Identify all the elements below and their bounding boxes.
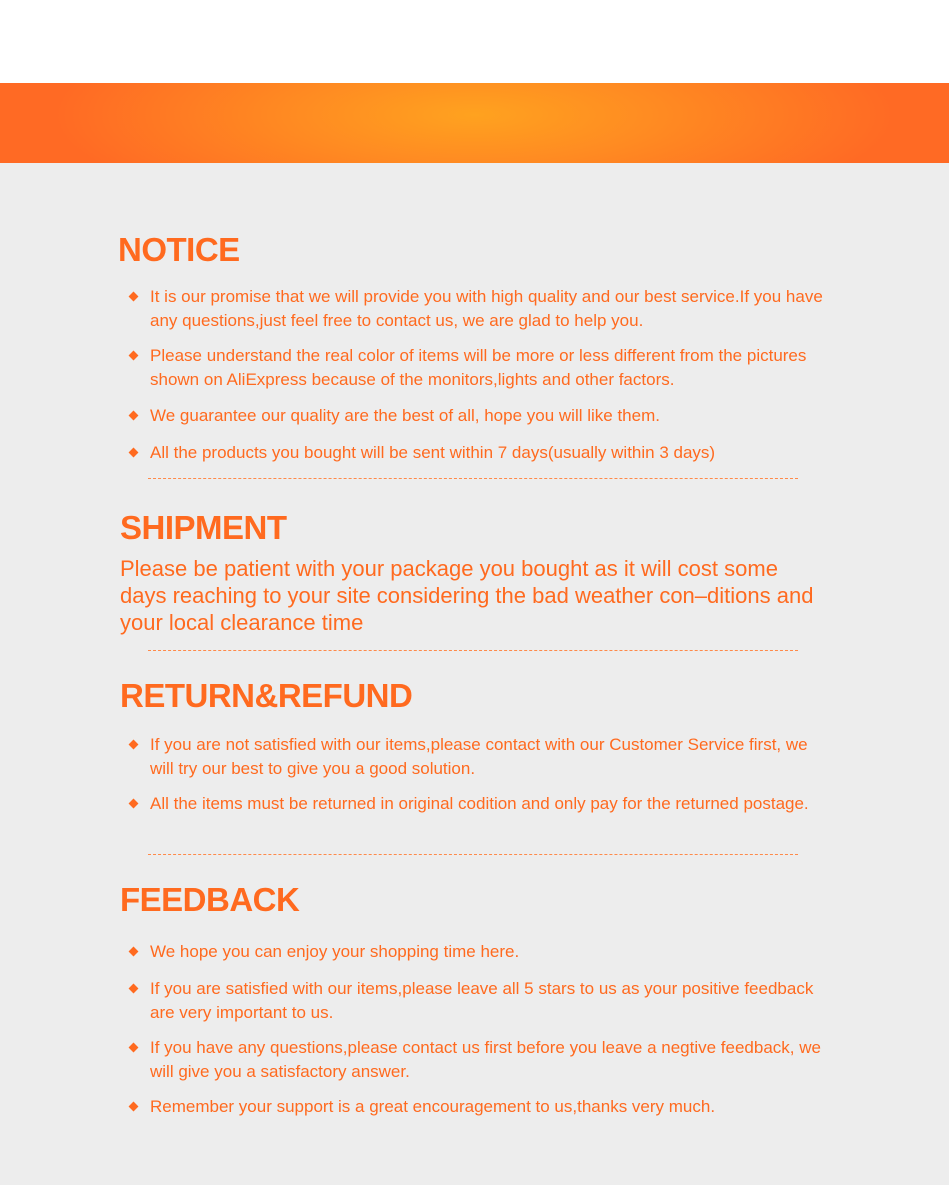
feedback-title: FEEDBACK [120,881,300,918]
diamond-bullet-icon [129,947,139,957]
diamond-bullet-icon [129,292,139,302]
list-item: Remember your support is a great encouragement to us,thanks very much. [128,1095,828,1119]
list-item: If you are satisfied with our items,please leave all 5 stars to us as your positive feedback are very important to us. [128,977,828,1025]
return-refund-list [128,733,828,816]
info-panel [0,163,949,1185]
diamond-bullet-icon [129,1102,139,1112]
shipment-text: Please be patient with your package you bought as it will cost some days reaching to your site considering the bad weather con–ditions and your local clearance time [120,556,814,635]
notice-list [128,285,828,465]
diamond-bullet-icon [129,740,139,750]
section-divider [148,478,798,479]
diamond-bullet-icon [129,411,139,421]
list-item: All the items must be returned in original codition and only pay for the returned postage. [128,792,828,816]
diamond-bullet-icon [129,448,139,458]
list-item: If you are not satisfied with our items,please contact with our Customer Service first, we will try our best to give you a good solution. [128,733,828,781]
diamond-bullet-icon [129,351,139,361]
top-white-space [0,0,949,83]
feedback-list [128,940,828,1119]
notice-title: NOTICE [118,231,240,268]
list-item: Please understand the real color of items will be more or less different from the pictures shown on AliExpress because of the monitors,lights and other factors. [128,344,828,392]
return-refund-title: RETURN&REFUND [120,677,413,714]
list-item: If you have any questions,please contact us first before you leave a negtive feedback, we will give you a satisfactory answer. [128,1036,828,1084]
list-item: We hope you can enjoy your shopping time here. [128,940,828,964]
diamond-bullet-icon [129,984,139,994]
shipment-title: SHIPMENT [120,509,287,546]
diamond-bullet-icon [129,799,139,809]
diamond-bullet-icon [129,1043,139,1053]
section-divider [148,650,798,651]
list-item: It is our promise that we will provide you with high quality and our best service.If you have any questions,just feel free to contact us, we are glad to help you. [128,285,828,333]
orange-banner [0,83,949,163]
list-item: We guarantee our quality are the best of all, hope you will like them. [128,404,828,428]
section-divider [148,854,798,855]
list-item: All the products you bought will be sent within 7 days(usually within 3 days) [128,441,828,465]
